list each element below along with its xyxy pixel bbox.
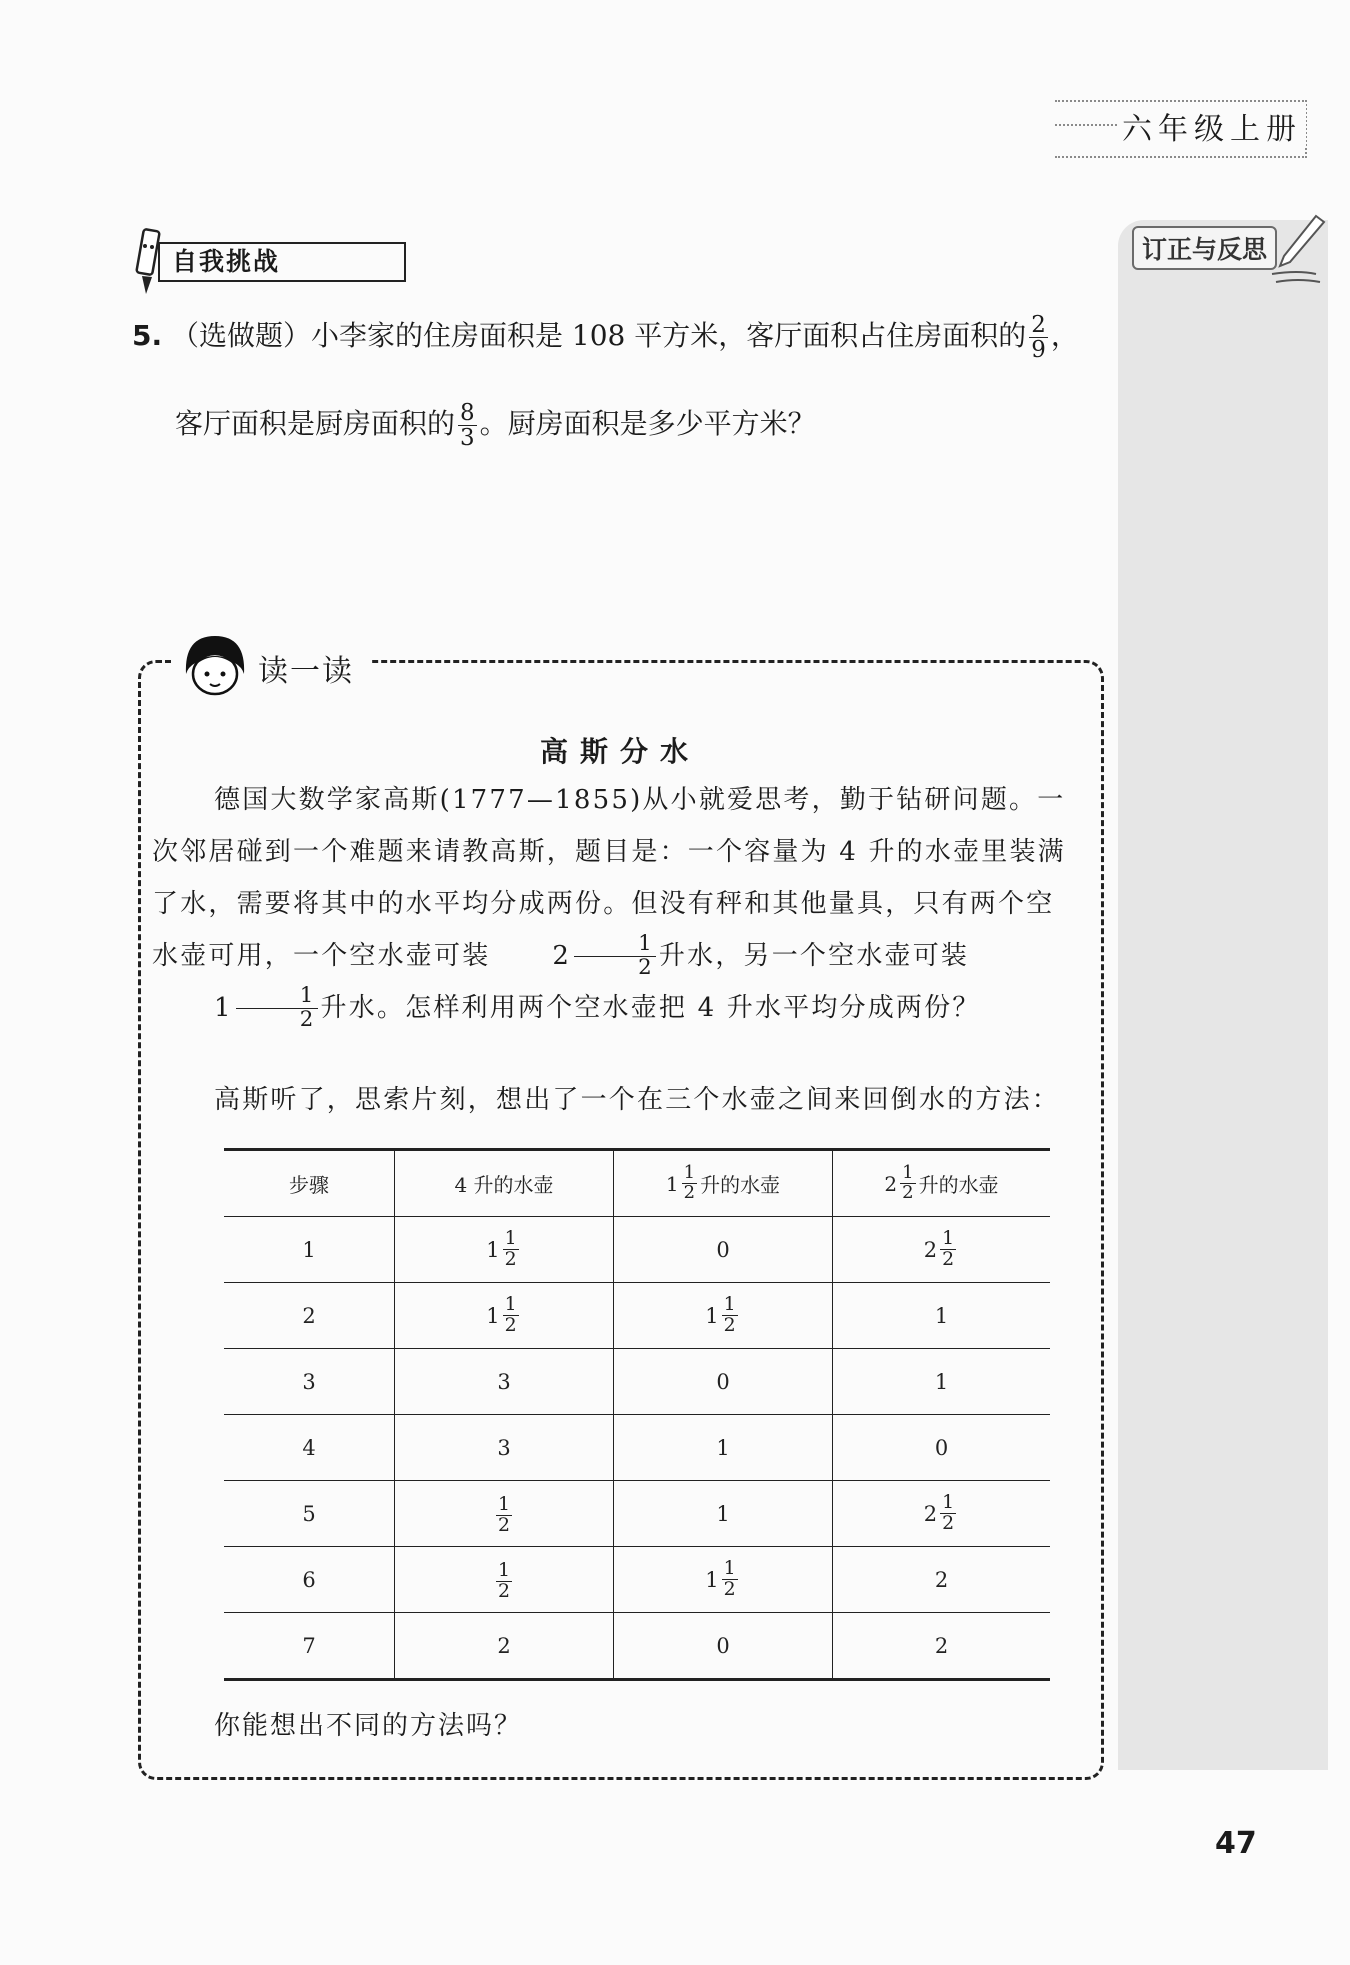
table-cell xyxy=(833,1481,1051,1547)
mixed-whole: 3 xyxy=(497,1369,511,1394)
header-1-5l-jug xyxy=(614,1150,833,1217)
mixed-whole: 6 xyxy=(302,1567,316,1592)
table-cell xyxy=(224,1349,395,1415)
cell-value xyxy=(302,1634,315,1658)
table-cell xyxy=(614,1283,833,1349)
mixed-whole: 2 xyxy=(497,1633,511,1658)
cell-value xyxy=(302,1238,315,1262)
mixed-whole: 7 xyxy=(302,1633,316,1658)
fraction-numerator: 8 xyxy=(460,399,475,426)
table-cell xyxy=(614,1217,833,1283)
table-row xyxy=(224,1481,1050,1547)
cell-value xyxy=(302,1370,315,1394)
table-cell xyxy=(614,1481,833,1547)
paragraph-text: 升水。怎样利用两个空水壶把 4 升水平均分成两份？ xyxy=(320,993,981,1023)
fraction xyxy=(1029,313,1048,362)
table-cell xyxy=(395,1481,614,1547)
fraction-numerator: 1 xyxy=(942,1491,955,1514)
table-row xyxy=(224,1349,1050,1415)
table-cell xyxy=(395,1283,614,1349)
cell-value xyxy=(497,1370,510,1394)
cell-value xyxy=(302,1436,315,1460)
cell-value xyxy=(935,1370,948,1394)
fraction xyxy=(496,1561,512,1602)
mixed-whole: 1 xyxy=(486,1237,500,1262)
mixed-whole: 2 xyxy=(934,1567,949,1592)
paragraph-text: 升水，另一个空水壶可装 xyxy=(658,941,970,971)
table-cell xyxy=(224,1217,395,1283)
mixed-whole: 1 xyxy=(705,1303,719,1328)
fraction xyxy=(574,933,656,979)
fraction-numerator: 1 xyxy=(299,983,316,1009)
cell-value xyxy=(935,1634,948,1658)
cell-value xyxy=(935,1304,948,1328)
fraction-denominator: 2 xyxy=(723,1314,736,1336)
cell-value xyxy=(705,1559,740,1600)
header-4l-jug: 4 升的水壶 xyxy=(395,1150,614,1217)
table-cell xyxy=(614,1349,833,1415)
table-cell xyxy=(224,1613,395,1680)
fraction-denominator: 2 xyxy=(497,1580,511,1602)
header-2-5l-jug xyxy=(833,1150,1051,1217)
mixed-whole: 2 xyxy=(934,1633,949,1658)
table-row xyxy=(224,1415,1050,1481)
header-suffix: 升的水壶 xyxy=(700,1173,781,1197)
mixed-whole: 3 xyxy=(497,1435,511,1460)
mixed-whole: 1 xyxy=(934,1303,949,1328)
mixed-number xyxy=(152,982,321,1034)
cell-value xyxy=(924,1493,959,1534)
table-cell xyxy=(833,1283,1051,1349)
table-cell xyxy=(224,1283,395,1349)
fraction-denominator: 2 xyxy=(236,1008,318,1031)
fraction-denominator: 2 xyxy=(504,1248,517,1270)
mixed-whole: 1 xyxy=(302,1237,316,1262)
mixed-whole: 2 xyxy=(923,1237,938,1262)
page-number: 47 xyxy=(1215,1826,1257,1861)
table-cell xyxy=(833,1613,1051,1680)
fraction xyxy=(722,1559,738,1600)
fraction-numerator: 1 xyxy=(497,1493,511,1516)
fraction-denominator: 2 xyxy=(942,1248,955,1270)
mixed-whole: 0 xyxy=(716,1633,730,1658)
mixed-whole: 0 xyxy=(934,1435,949,1460)
cell-value xyxy=(935,1568,948,1592)
sidebar-tag xyxy=(1118,218,1308,272)
cell-value xyxy=(705,1295,740,1336)
mixed-whole: 4 xyxy=(302,1435,316,1460)
pouring-steps-table-wrap xyxy=(224,1148,1050,1681)
fraction-numerator: 2 xyxy=(1031,311,1046,338)
table-cell xyxy=(833,1547,1051,1613)
mixed-whole: 0 xyxy=(716,1369,730,1394)
question-text-b: ， xyxy=(1050,319,1079,352)
mixed-whole: 2 xyxy=(884,1171,898,1196)
closing-question: 你能想出不同的方法吗？ xyxy=(214,1711,523,1741)
cell-value xyxy=(716,1370,729,1394)
cell-value xyxy=(935,1436,948,1460)
table-cell xyxy=(224,1547,395,1613)
table-cell xyxy=(224,1415,395,1481)
question-text-c: 客厅面积是厨房面积的 xyxy=(175,407,456,440)
cell-value xyxy=(493,1561,515,1602)
table-cell xyxy=(395,1217,614,1283)
fraction-numerator: 1 xyxy=(683,1162,696,1184)
table-cell xyxy=(833,1415,1051,1481)
cell-value xyxy=(302,1304,315,1328)
mixed-whole: 1 xyxy=(934,1369,949,1394)
paragraph-text: 德国大数学家高斯(1777—1855)从小就爱思考，勤于钻研问题。一次邻居碰到一个难题来请教高斯，题目是：一个容量为 4 升的水壶里装满了水，需要将其中的水平均分成两份。但没有秤和其他量具，只有两个空水壶可用，一个空水壶可装 xyxy=(152,785,1066,971)
fraction-denominator: 3 xyxy=(460,425,475,451)
mixed-whole: 2 xyxy=(302,1303,316,1328)
cell-value xyxy=(493,1495,515,1536)
fraction xyxy=(236,985,318,1031)
table-cell xyxy=(833,1349,1051,1415)
table-body xyxy=(224,1217,1050,1680)
mixed-number xyxy=(490,930,659,982)
fraction-denominator: 2 xyxy=(902,1182,914,1203)
fraction-denominator: 2 xyxy=(942,1512,955,1534)
fraction-denominator: 2 xyxy=(504,1314,517,1336)
fraction-numerator: 1 xyxy=(497,1559,511,1582)
mixed-whole: 5 xyxy=(302,1501,316,1526)
sidebar-label: 订正与反思 xyxy=(1132,226,1277,270)
table-cell xyxy=(614,1415,833,1481)
table-row xyxy=(224,1283,1050,1349)
grade-divider xyxy=(1055,124,1125,126)
reading-header xyxy=(172,630,372,700)
table-header-row xyxy=(224,1150,1050,1217)
article-title: 高斯分水 xyxy=(539,735,700,768)
cell-value xyxy=(302,1568,315,1592)
fraction-numerator: 1 xyxy=(942,1227,955,1250)
header-step: 步骤 xyxy=(289,1173,329,1197)
cell-value xyxy=(716,1502,729,1526)
table-row xyxy=(224,1613,1050,1680)
fraction-numerator: 1 xyxy=(504,1227,517,1250)
fraction xyxy=(503,1295,519,1336)
cell-value xyxy=(497,1634,510,1658)
mixed-whole: 1 xyxy=(716,1501,730,1526)
fraction-numerator: 1 xyxy=(723,1293,736,1316)
table-cell xyxy=(614,1547,833,1613)
question-text-a: （选做题）小李家的住房面积是 108 平方米，客厅面积占住房面积的 xyxy=(171,319,1027,352)
question-number: 5. xyxy=(132,319,163,352)
correction-sidebar xyxy=(1118,220,1328,1770)
cell-value xyxy=(486,1295,521,1336)
table-cell xyxy=(833,1217,1051,1283)
fraction-numerator: 1 xyxy=(504,1293,517,1316)
mixed-whole: 2 xyxy=(923,1501,938,1526)
fraction xyxy=(940,1493,956,1534)
fraction xyxy=(503,1229,519,1270)
fraction xyxy=(900,1164,915,1203)
fraction xyxy=(682,1164,697,1203)
table-cell xyxy=(224,1481,395,1547)
mixed-whole: 1 xyxy=(665,1171,679,1196)
question-5-line2 xyxy=(175,400,816,450)
fraction-denominator: 2 xyxy=(723,1578,736,1600)
fraction-denominator: 9 xyxy=(1031,337,1046,363)
fraction-numerator: 1 xyxy=(638,931,654,957)
girl-avatar-icon xyxy=(180,630,250,700)
table-row xyxy=(224,1217,1050,1283)
cell-value xyxy=(716,1634,729,1658)
question-text-d: 。厨房面积是多少平方米？ xyxy=(479,407,816,440)
fraction xyxy=(940,1229,956,1270)
table-cell xyxy=(395,1547,614,1613)
pen-icon xyxy=(1268,212,1328,292)
grade-label: 六年级上册 xyxy=(1118,104,1306,148)
cell-value xyxy=(486,1229,521,1270)
mixed-whole: 1 xyxy=(486,1303,500,1328)
reading-section-title: 读一读 xyxy=(258,654,354,689)
table-cell xyxy=(395,1613,614,1680)
mixed-whole: 1 xyxy=(705,1567,719,1592)
mixed-whole: 0 xyxy=(716,1237,730,1262)
cell-value xyxy=(716,1238,729,1262)
self-challenge-label: 自我挑战 xyxy=(158,242,406,282)
fraction xyxy=(496,1495,512,1536)
cell-value xyxy=(302,1502,315,1526)
fraction xyxy=(722,1295,738,1336)
fraction-denominator: 2 xyxy=(497,1514,511,1536)
cell-value xyxy=(924,1229,959,1270)
fraction-denominator: 2 xyxy=(683,1182,696,1203)
article-paragraph-1 xyxy=(152,774,1082,1034)
fraction-denominator: 2 xyxy=(574,956,656,979)
question-5 xyxy=(132,312,1092,362)
table-cell xyxy=(395,1349,614,1415)
pouring-steps-table xyxy=(224,1148,1050,1681)
mixed-whole: 2 xyxy=(552,941,572,971)
mixed-whole: 1 xyxy=(716,1435,730,1460)
article-paragraph-2: 高斯听了，思索片刻，想出了一个在三个水壶之间来回倒水的方法： xyxy=(214,1085,1061,1115)
fraction xyxy=(458,401,477,450)
table-cell xyxy=(395,1415,614,1481)
header-suffix: 升的水壶 xyxy=(918,1173,999,1197)
cell-value xyxy=(497,1436,510,1460)
table-row xyxy=(224,1547,1050,1613)
mixed-whole: 1 xyxy=(214,993,233,1023)
mixed-whole: 3 xyxy=(302,1369,316,1394)
table-cell xyxy=(614,1613,833,1680)
fraction-numerator: 1 xyxy=(723,1557,736,1580)
cell-value xyxy=(716,1436,729,1460)
fraction-numerator: 1 xyxy=(902,1162,914,1184)
